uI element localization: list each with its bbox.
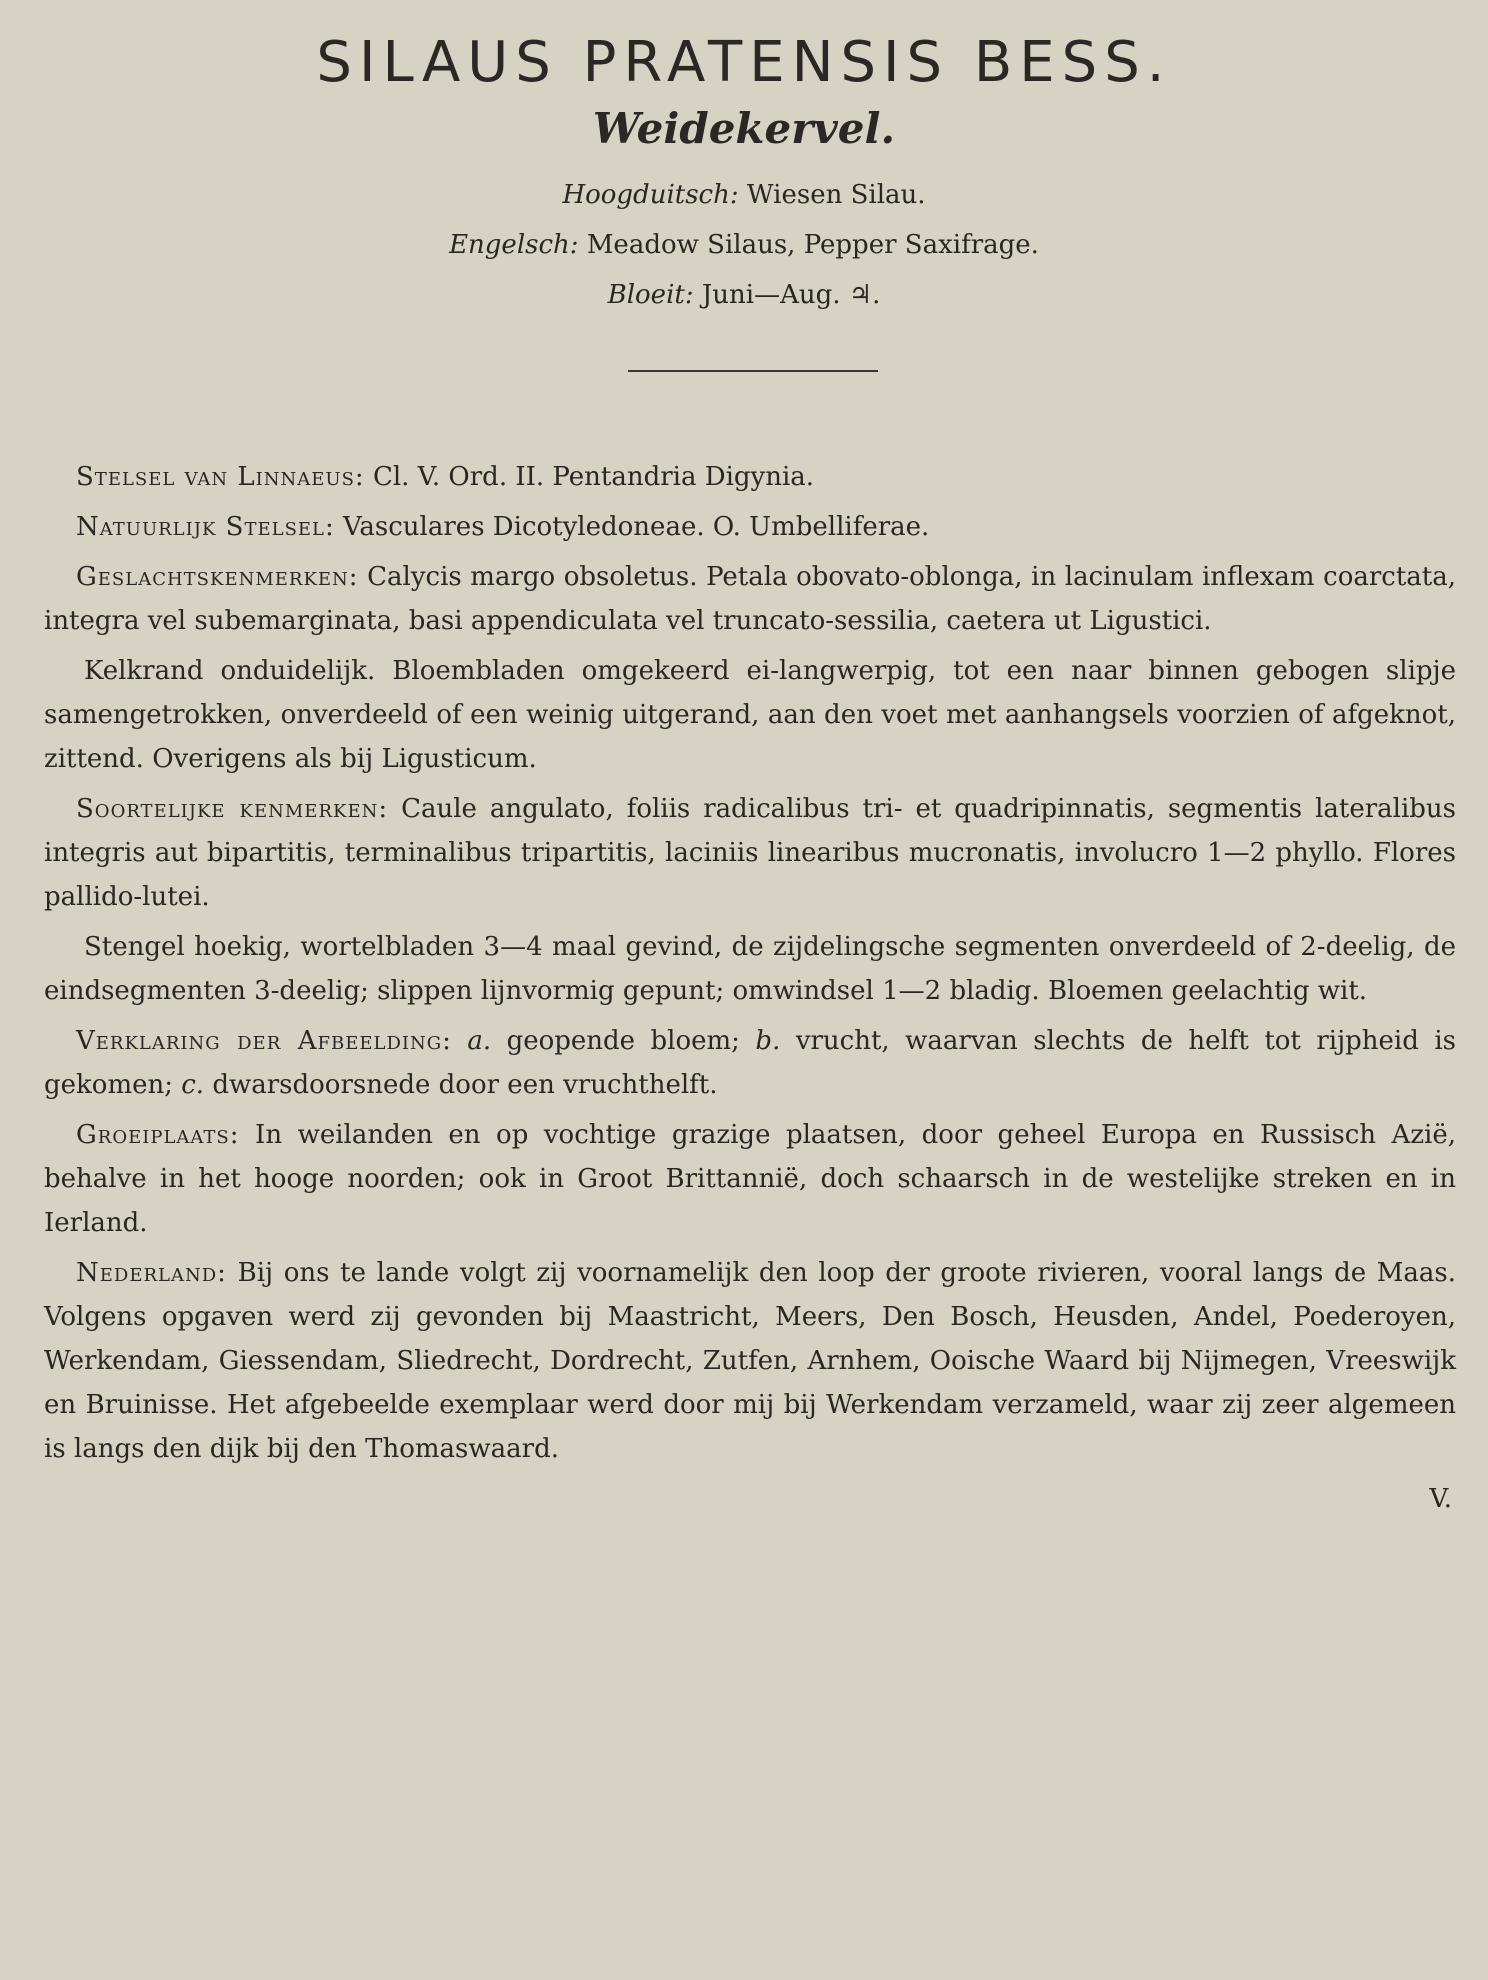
netherlands-text: Bij ons te lande volgt zij voornamelijk den loop der groote rivieren, vooral langs de Maas. Volgens opgaven werd zij gevonden bij Maastricht, Meers, Den Bosch, Heusden, Andel, Poederoyen, Werkendam, Giessendam, Sliedrecht, Dordrecht, Zutfen, Arnhem, Ooische Waard bij Nijmegen, Vreeswijk en Bruinisse. Het afgebeelde exemplaar werd door mij bij Werkendam verzameld, waar zij zeer algemeen is langs den dijk bij den Thomaswaard.	[44, 1258, 1456, 1464]
genus-label: Geslachtskenmerken:	[76, 562, 359, 592]
high-german-value: Wiesen Silau.	[746, 180, 926, 210]
species-label: Soortelijke kenmerken:	[76, 794, 389, 824]
high-german-name	[0, 180, 1488, 210]
habitat-text: In weilanden en op vochtige grazige plaatsen, door geheel Europa en Russisch Azië, behalve in het hooge noorden; ook in Groot Brittannië, doch schaarsch in de westelijke streken en in Ierland.	[44, 1120, 1456, 1238]
netherlands-section	[44, 1251, 1456, 1471]
illustration-c-text: dwarsdoorsnede door een vruchthelft.	[212, 1070, 718, 1100]
illustration-b-letter: b.	[755, 1026, 781, 1056]
page-title: SILAUS PRATENSIS BESS.	[316, 30, 1172, 95]
netherlands-label: Nederland:	[76, 1258, 227, 1288]
genus-section	[44, 555, 1456, 643]
illustration-section	[44, 1019, 1456, 1107]
divider	[628, 370, 878, 372]
bloom-value: Juni—Aug. ♃.	[701, 280, 881, 310]
habitat-section	[44, 1113, 1456, 1245]
natural-system-text: Vasculares Dicotyledoneae. O. Umbelliferae.	[343, 512, 930, 542]
linnaeus-text: Cl. V. Ord. II. Pentandria Digynia.	[372, 462, 815, 492]
bloom-period	[0, 280, 1488, 310]
english-name	[0, 230, 1488, 260]
habitat-label: Groeiplaats:	[76, 1120, 240, 1150]
high-german-label: Hoogduitsch:	[562, 180, 739, 210]
species-dutch: Stengel hoekig, wortelbladen 3—4 maal gevind, de zijdelingsche segmenten onverdeeld of 2-deelig, de eindsegmenten 3-deelig; slippen lijnvormig gepunt; omwindsel 1—2 bladig. Bloemen geelachtig wit.	[44, 932, 1456, 1006]
english-value: Meadow Silaus, Pepper Saxifrage.	[586, 230, 1039, 260]
bloom-label: Bloeit:	[607, 280, 694, 310]
linnaeus-section	[44, 455, 1456, 499]
illustration-a-text: geopende bloem;	[506, 1026, 740, 1056]
genus-text: Calycis margo obsoletus. Petala obovato-oblonga, in lacinulam inflexam coarctata, integra vel subemarginata, basi appendiculata vel truncato-sessilia, caetera ut Ligustici.	[44, 562, 1457, 636]
description-body	[44, 455, 1456, 1527]
author-signature: V.	[1429, 1484, 1452, 1514]
natural-system-label: Natuurlijk Stelsel:	[76, 512, 335, 542]
vernacular-name: Weidekervel.	[592, 104, 896, 153]
natural-system-section	[44, 505, 1456, 549]
illustration-c-letter: c.	[181, 1070, 205, 1100]
illustration-a-letter: a.	[467, 1026, 492, 1056]
english-label: Engelsch:	[449, 230, 579, 260]
illustration-b-text: vrucht, waarvan slechts de helft tot rijpheid is gekomen;	[44, 1026, 1457, 1100]
illustration-label: Verklaring der Afbeelding:	[76, 1026, 452, 1056]
linnaeus-label: Stelsel van Linnaeus:	[76, 462, 365, 492]
species-section	[44, 787, 1456, 919]
species-text: Caule angulato, foliis radicalibus tri- et quadripinnatis, segmentis lateralibus integris aut bipartitis, terminalibus tripartitis, laciniis linearibus mucronatis, involucro 1—2 phyllo. Flores pallido-lutei.	[44, 794, 1457, 912]
genus-dutch: Kelkrand onduidelijk. Bloembladen omgekeerd ei-langwerpig, tot een naar binnen gebogen slipje samengetrokken, onverdeeld of een weinig uitgerand, aan den voet met aanhangsels voorzien of afgeknot, zittend. Overigens als bij Ligusticum.	[44, 656, 1456, 774]
